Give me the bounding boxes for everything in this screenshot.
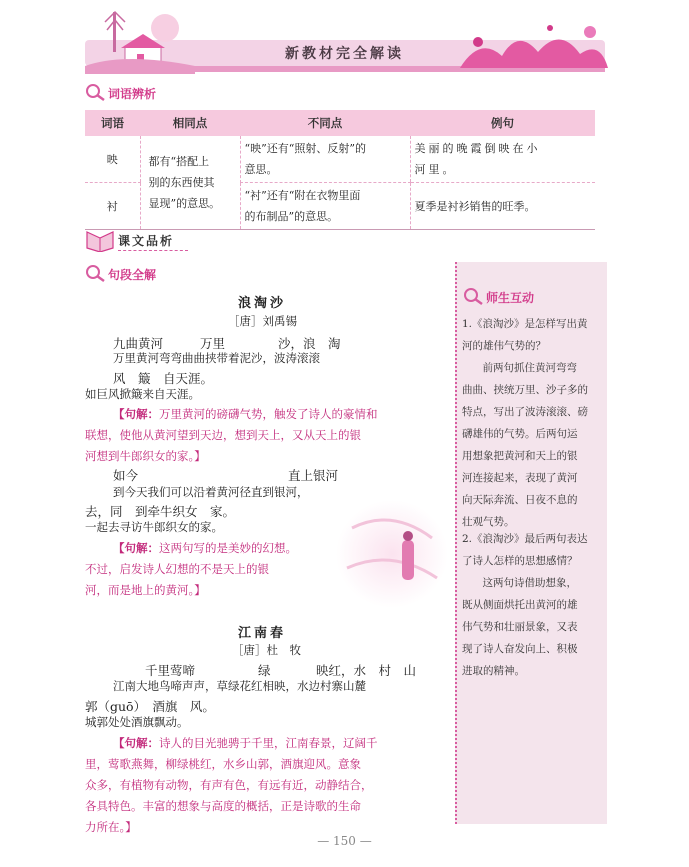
poem-line: 风 簸 自天涯。 — [113, 371, 214, 386]
interaction-heading: 师生互动 — [486, 291, 535, 305]
poem-line: 万里 — [200, 336, 226, 351]
book-icon — [84, 226, 118, 252]
translation-line: 万里黄河弯弯曲曲挟带着泥沙，波涛滚滚 — [113, 351, 320, 365]
vocab-table — [85, 110, 595, 230]
annotation: 【句解：这两句写的是美妙的幻想。 不过，启发诗人幻想的不是天上的银 河，而是地上的黄河。】 — [85, 541, 297, 597]
vocab-heading: 词语辨析 — [108, 87, 157, 101]
col-header-example: 例句 — [410, 110, 595, 136]
poem-line: 郭（guō） 酒旗 风。 — [85, 699, 215, 714]
poem-author: ［唐］杜 牧 — [232, 643, 301, 657]
table-row — [85, 136, 595, 183]
example-cell: 夏季是衬衫销售的旺季。 — [410, 183, 595, 230]
book-title: 新教材完全解读 — [285, 46, 404, 62]
example-cell: 美丽的晚霞倒映在小 河里。 — [410, 136, 595, 183]
diff-cell: “映”还有“照射、反射”的 意思。 — [240, 136, 410, 183]
poem-line: 千里莺啼 — [145, 663, 196, 678]
translation-line: 到今天我们可以沿着黄河径直到银河， — [113, 485, 309, 499]
translation-line: 如巨风掀簸来自天涯。 — [85, 387, 200, 401]
poem-line: 如今 — [113, 468, 139, 483]
poem-line: 映红，水 村 山 — [316, 663, 417, 678]
poem-line: 去，同 到牵牛织女 家。 — [85, 504, 236, 519]
col-header-same: 相同点 — [140, 110, 240, 136]
house-tree-decoration — [85, 8, 205, 74]
question-2: 2.《浪淘沙》最后两句表达 了诗人怎样的思想感情？ 这两句诗借助想象， 既从侧面烘托出黄河的雄 伟气势和壮丽景象，又表 现了诗人奋发向上、积极 进取的精神。 — [462, 533, 588, 677]
translation-line: 一起去寻访牛郎织女的家。 — [85, 520, 223, 534]
annotation: 【句解：诗人的目光驰骋于千里，江南春景，辽阔千 里，莺歌燕舞，柳绿桃红，水乡山郭，酒旗迎风。意象 众多，有植物有动物，有声有色，有远有近，动静结合， 各具特色。丰富的想象与高度的概括，正是诗歌的生命 力所在。】 — [85, 736, 378, 834]
annotation: 【句解：万里黄河的磅礴气势，触发了诗人的豪情和 联想，使他从黄河望到天边，想到天上，又从天上的银 河想到牛郎织女的家。】 — [85, 407, 378, 463]
poem-line: 直上银河 — [288, 468, 339, 483]
same-cell: 都有“搭配上 别的东西使其 显现”的意思。 — [140, 136, 240, 230]
word-cell: 映 — [85, 136, 140, 183]
magnifier-icon — [84, 263, 108, 283]
magnifier-icon — [84, 82, 108, 102]
question-1: 1.《浪淘沙》是怎样写出黄 河的雄伟气势的？ 前两句抓住黄河弯弯 曲曲、挟统万里、沙子多的 特点，写出了波涛滚滚、磅 礴雄伟的气势。后两句运 用想象把黄河和天上的银 河连接起来，表现了黄河 向天际奔流、日夜不息的 壮观气势。 — [462, 318, 588, 528]
translation-line: 城郭处处酒旗飘动。 — [85, 715, 189, 729]
poem-title: 江南春 — [238, 626, 287, 641]
magnifier-icon — [462, 286, 486, 306]
vocab-table-header — [85, 110, 595, 136]
analysis-heading: 课文品析 — [118, 234, 175, 248]
col-header-word: 词语 — [85, 110, 140, 136]
translation-line: 江南大地鸟啼声声，草绿花红相映，水边村寨山麓 — [113, 679, 366, 693]
page-number: — 150 — — [317, 834, 372, 848]
poem-line: 九曲黄河 — [113, 336, 164, 351]
diff-cell: “衬”还有“附在衣物里面 的布制品”的意思。 — [240, 183, 410, 230]
poem-author: ［唐］刘禹锡 — [228, 314, 297, 328]
sentence-heading: 句段全解 — [108, 268, 157, 282]
poem-line: 绿 — [258, 663, 271, 678]
word-cell: 衬 — [85, 183, 140, 230]
poem-line: 沙，浪 淘 — [278, 336, 341, 351]
col-header-diff: 不同点 — [240, 110, 410, 136]
poem-title: 浪淘沙 — [238, 296, 287, 311]
heading-underline — [118, 250, 188, 251]
